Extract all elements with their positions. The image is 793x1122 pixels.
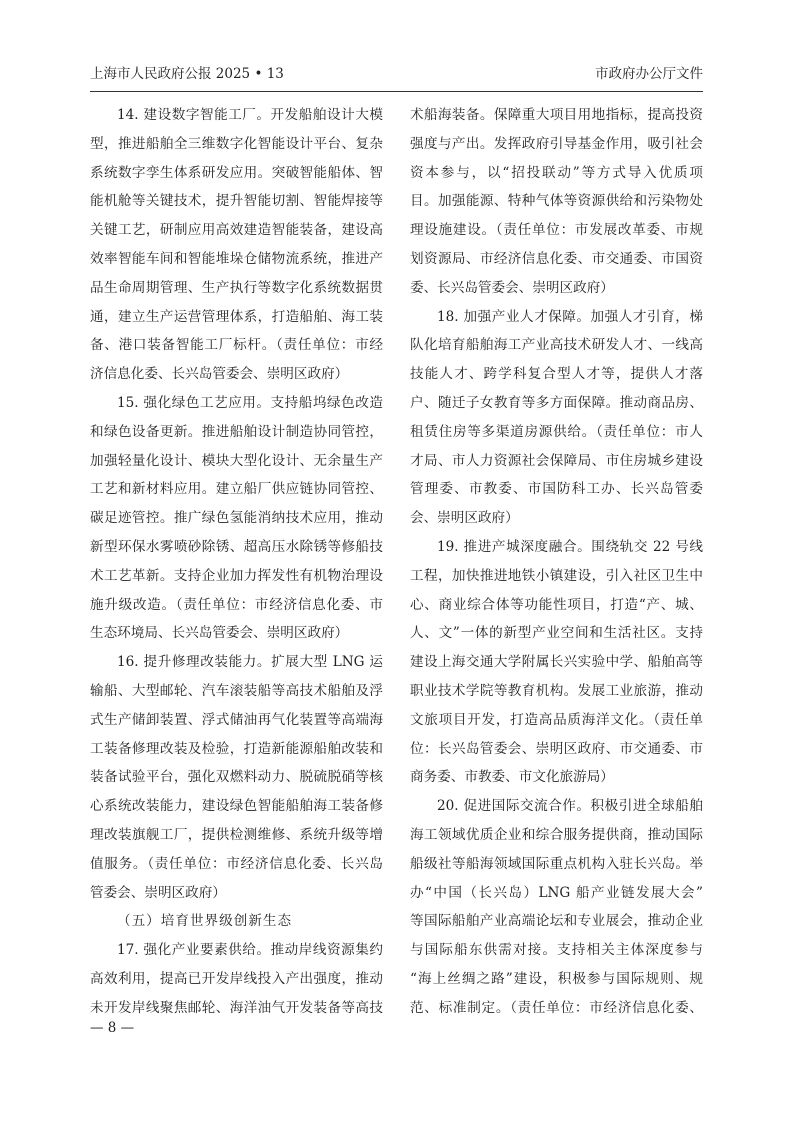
- paragraph: [410, 792, 703, 1022]
- left-column: [90, 101, 383, 1023]
- text-line: 户、随迁子女教育等多方面保障。推动商品房、: [410, 394, 703, 411]
- page-number: — 8 —: [90, 1020, 135, 1036]
- text-line: 型，推进船舶全三维数字化智能设计平台、复杂: [90, 135, 383, 152]
- right-column: [410, 101, 703, 1023]
- text-line: 生态环境局、长兴岛管委会、崇明区政府）: [90, 625, 349, 642]
- running-header-title: 上海市人民政府公报 2025 • 13: [90, 66, 284, 82]
- text-line: 职业技术学院等教育机构。发展工业旅游，推动: [410, 682, 703, 699]
- text-line: 管理委、市教委、市国防科工办、长兴岛管委: [410, 481, 703, 498]
- text-line: 资本参与，以“招投联动”等方式导入优质项: [410, 164, 703, 181]
- paragraph: [410, 303, 703, 533]
- text-line: 加强轻量化设计、模块大型化设计、无余量生产: [90, 452, 383, 469]
- text-line: 高效利用，提高已开发岸线投入产出强度，推动: [90, 970, 383, 987]
- text-line: 施升级改造。（责任单位：市经济信息化委、市: [90, 596, 383, 613]
- text-line: 18. 加强产业人才保障。加强人才引育，梯: [437, 308, 703, 325]
- text-line: 未开发岸线聚焦邮轮、海洋油气开发装备等高技: [90, 999, 383, 1016]
- text-line: 商务委、市教委、市文化旅游局）: [410, 769, 614, 786]
- text-line: 队化培育船舶海工产业高技术研发人才、一线高: [410, 337, 703, 354]
- text-line: 效率智能车间和智能堆垛仓储物流系统，推进产: [90, 250, 383, 267]
- text-line: “海上丝绸之路”建设，积极参与国际规则、规: [410, 970, 703, 987]
- header-rule: [90, 91, 703, 92]
- text-line: 才局、市人力资源社会保障局、市住房城乡建设: [410, 452, 703, 469]
- text-line: 理设施建设。（责任单位：市发展改革委、市规: [410, 222, 703, 239]
- text-line: 委、长兴岛管委会、崇明区政府）: [410, 279, 614, 296]
- text-line: 办“中国（长兴岛）LNG 船产业链发展大会”: [410, 884, 703, 901]
- text-line: 建设上海交通大学附属长兴实验中学、船舶高等: [410, 654, 703, 671]
- text-line: 15. 强化绿色工艺应用。支持船坞绿色改造: [117, 394, 383, 411]
- paragraph: [410, 101, 703, 303]
- text-line: 19. 推进产城深度融合。围绕轨交 22 号线: [437, 538, 703, 555]
- paragraph: [90, 389, 383, 648]
- text-line: 会、崇明区政府）: [410, 510, 519, 527]
- text-line: 文旅项目开发，打造高品质海洋文化。（责任单: [410, 711, 703, 728]
- text-line: 系统数字孪生体系研发应用。突破智能船体、智: [90, 164, 383, 181]
- text-line: 人、文”一体的新型产业空间和生活社区。支持: [410, 625, 703, 642]
- text-line: 值服务。（责任单位：市经济信息化委、长兴岛: [90, 855, 383, 872]
- text-line: 等国际船舶产业高端论坛和专业展会，推动企业: [410, 913, 703, 930]
- text-line: 品生命周期管理、生产执行等数字化系统数据贯: [90, 279, 383, 296]
- text-line: 强度与产出。发挥政府引导基金作用，吸引社会: [410, 135, 703, 152]
- text-line: 新型环保水雾喷砂除锈、超高压水除锈等修船技: [90, 538, 383, 555]
- text-line: 17. 强化产业要素供给。推动岸线资源集约: [117, 942, 383, 959]
- text-line: 术船海装备。保障重大项目用地指标，提高投资: [410, 107, 703, 123]
- text-line: 通，建立生产运营管理体系，打造船舶、海工装: [90, 308, 383, 325]
- text-line: 划资源局、市经济信息化委、市交通委、市国资: [410, 250, 703, 267]
- paragraph: [90, 101, 383, 389]
- text-line: 济信息化委、长兴岛管委会、崇明区政府）: [90, 366, 349, 383]
- text-line: 术工艺革新。支持企业加力挥发性有机物治理设: [90, 567, 383, 584]
- paragraph: [90, 648, 383, 907]
- text-line: 海工领域优质企业和综合服务提供商，推动国际: [410, 826, 703, 843]
- text-line: 和绿色设备更新。推进船舶设计制造协同管控，: [90, 423, 383, 440]
- text-line: 技能人才、跨学科复合型人才等，提供人才落: [410, 366, 703, 383]
- text-line: 理改装旗舰工厂，提供检测维修、系统升级等增: [90, 826, 383, 843]
- text-line: 16. 提升修理改装能力。扩展大型 LNG 运: [117, 654, 383, 671]
- text-line: 心系统改装能力，建设绿色智能船舶海工装备修: [90, 798, 383, 815]
- text-line: 碳足迹管控。推广绿色氢能消纳技术应用，推动: [90, 510, 383, 527]
- text-line: 位：长兴岛管委会、崇明区政府、市交通委、市: [410, 740, 703, 757]
- text-line: 租赁住房等多渠道房源供给。（责任单位：市人: [410, 423, 703, 440]
- text-line: 式生产储卸装置、浮式储油再气化装置等高端海: [90, 711, 383, 728]
- text-line: 20. 促进国际交流合作。积极引进全球船舶: [437, 798, 703, 815]
- text-line: 备、港口装备智能工厂标杆。（责任单位：市经: [90, 337, 383, 354]
- text-line: 管委会、崇明区政府）: [90, 884, 226, 901]
- text-line: 心、商业综合体等功能性项目，打造“产、城、: [410, 596, 703, 613]
- text-line: 与国际船东供需对接。支持相关主体深度参与: [410, 942, 703, 959]
- text-line: 14. 建设数字智能工厂。开发船舶设计大模: [117, 107, 383, 123]
- paragraph: [90, 936, 383, 1022]
- text-line: 目。加强能源、特种气体等资源供给和污染物处: [410, 193, 703, 210]
- text-line: 关键工艺，研制应用高效建造智能装备，建设高: [90, 222, 383, 239]
- text-line: （五）培育世界级创新生态: [117, 913, 293, 930]
- text-line: 船级社等船海领域国际重点机构入驻长兴岛。举: [410, 855, 703, 872]
- text-line: 装备试验平台，强化双燃料动力、脱硫脱硝等核: [90, 769, 383, 786]
- section-heading: [90, 907, 383, 936]
- text-line: 范、标准制定。（责任单位：市经济信息化委、: [410, 999, 703, 1016]
- text-line: 能机舱等关键技术，提升智能切割、智能焊接等: [90, 193, 383, 210]
- paragraph: [410, 533, 703, 792]
- text-line: 工程，加快推进地铁小镇建设，引入社区卫生中: [410, 567, 703, 584]
- text-line: 工艺和新材料应用。建立船厂供应链协同管控、: [90, 481, 383, 498]
- text-line: 工装备修理改装及检验，打造新能源船舶改装和: [90, 740, 383, 757]
- text-line: 输船、大型邮轮、汽车滚装船等高技术船舶及浮: [90, 682, 383, 699]
- running-header-section: 市政府办公厅文件: [595, 66, 703, 82]
